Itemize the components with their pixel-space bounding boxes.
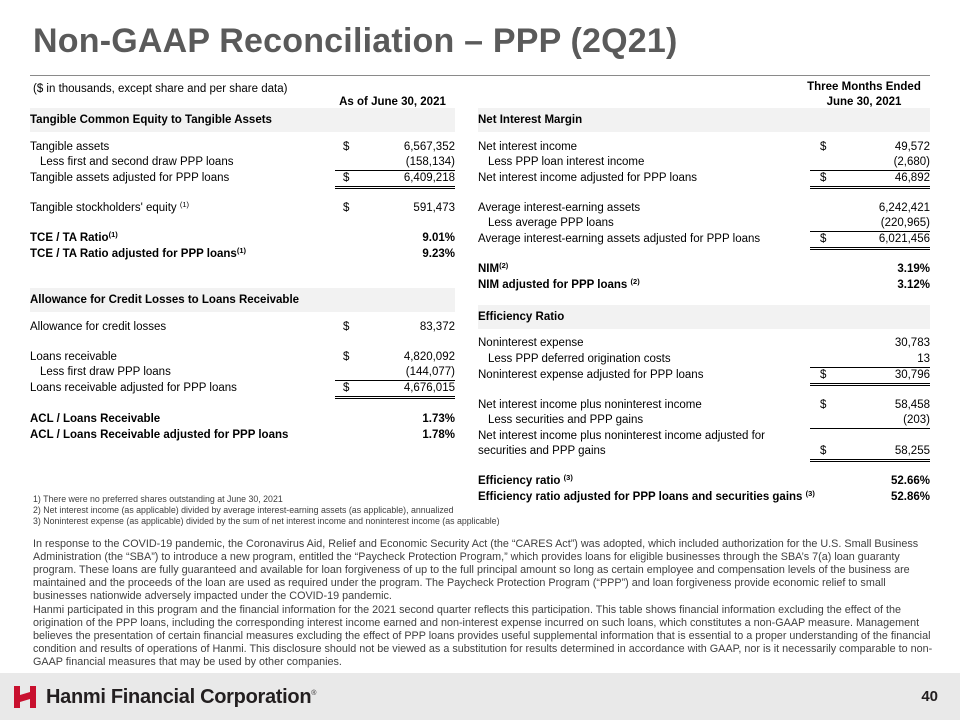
table-row: Tangible assets adjusted for PPP loans $ 6,409,218	[30, 170, 455, 186]
table-row: Less average PPP loans (220,965)	[478, 215, 930, 231]
table-row: Efficiency ratio $^{(3)}$ 52.66%	[478, 473, 930, 487]
table-row: Less securities and PPP gains (203)	[478, 412, 930, 428]
table-row: Average interest-earning assets adjusted for PPP loans $ 6,021,456	[478, 231, 930, 247]
table-row: Average interest-earning assets 6,242,421	[478, 202, 930, 214]
table-row: securities and PPP gains $ 58,255	[478, 443, 930, 459]
left-column-header: As of June 30, 2021	[339, 96, 446, 108]
page-title: Non-GAAP Reconciliation – PPP (2Q21)	[33, 22, 678, 60]
company-logo: Hanmi Financial Corporation®	[12, 682, 316, 712]
title-divider	[30, 75, 930, 76]
table-row: Efficiency ratio adjusted for PPP loans and securities gains $^{(3)}$ 52.86%	[478, 489, 930, 503]
table-row: Loans receivable $ 4,820,092	[30, 351, 455, 363]
disclosure-paragraph: Hanmi participated in this program and the financial information for the 2021 second quarter reflects this participation. This table shows financial information excluding the effect of the origination of the PPP loans, including the corresponding interest income earned and non-interest expense incurred on such loans, which constitutes a non-GAAP measure. Management believes the presentation of certain financial measures excluding the effect of PPP loans provides useful supplemental information that is essential to a proper understanding of the financial condition and results of operations of Hanmi. This disclosure should not be viewed as a substitution for results determined in accordance with GAAP, nor is it necessarily comparable to non-GAAP financial measures that may be used by other companies.	[33, 604, 933, 668]
units-note: ($ in thousands, except share and per share data)	[33, 83, 288, 95]
table-row: Net interest income adjusted for PPP loans $ 46,892	[478, 170, 930, 186]
table-row: Tangible stockholders' equity $^{(1)}$ $ 591,473	[30, 200, 455, 214]
table-row: Noninterest expense adjusted for PPP loans $ 30,796	[478, 367, 930, 383]
table-row: Net interest income plus noninterest income adjusted for	[478, 430, 766, 442]
table-row: Net interest income plus noninterest income $ 58,458	[478, 399, 930, 411]
footnote: 2) Net interest income (as applicable) divided by average interest-earning assets (as applicable), annualized	[33, 505, 454, 516]
section-tce: Tangible Common Equity to Tangible Assets	[30, 108, 455, 132]
table-row: Less PPP loan interest income (2,680)	[478, 154, 930, 170]
footnote: 3) Noninterest expense (as applicable) divided by the sum of net interest income and noninterest income (as applicable)	[33, 516, 500, 527]
table-row: ACL / Loans Receivable 1.73%	[30, 413, 455, 425]
table-row: TCE / TA Ratio$^{(1)}$ 9.01%	[30, 230, 455, 244]
table-row: Loans receivable adjusted for PPP loans $ 4,676,015	[30, 380, 455, 396]
table-row: Noninterest expense 30,783	[478, 337, 930, 349]
table-row: Less PPP deferred origination costs 13	[478, 351, 930, 367]
table-row: ACL / Loans Receivable adjusted for PPP loans 1.78%	[30, 429, 455, 441]
section-nim: Net Interest Margin	[478, 108, 930, 132]
section-acl: Allowance for Credit Losses to Loans Receivable	[30, 288, 455, 312]
footnotes	[33, 494, 500, 528]
table-row: Less first and second draw PPP loans (158,134)	[30, 154, 455, 170]
table-row: Allowance for credit losses $ 83,372	[30, 321, 455, 333]
table-row: NIM adjusted for PPP loans $^{(2)}$ 3.12%	[478, 277, 930, 291]
page-number: 40	[921, 688, 938, 705]
right-table	[478, 78, 930, 508]
table-row: Net interest income $ 49,572	[478, 141, 930, 153]
table-row: Less first draw PPP loans (144,077)	[30, 364, 455, 380]
section-efficiency: Efficiency Ratio	[478, 305, 930, 329]
left-table	[30, 78, 455, 478]
right-column-header: Three Months Ended June 30, 2021	[807, 81, 921, 108]
table-row: NIM$^{(2)}$ 3.19%	[478, 261, 930, 275]
disclosure-paragraph: In response to the COVID-19 pandemic, the Coronavirus Aid, Relief and Economic Security Act (the “CARES Act”) was adopted, which included authorization for the U.S. Small Business Administration (the “SBA”) to introduce a new program, entitled the “Paycheck Protection Program,” which provides loans for eligible businesses through the SBA’s 7(a) loan guaranty program. These loans are fully guaranteed and available for loan forgiveness of up to the full principal amount so long as certain employee and compensation levels of the business are maintained and the proceeds of the loan are used as required under the program. The Paycheck Protection Program (“PPP”) and loan forgiveness provide economic relief to small businesses nationwide adversely impacted under the COVID-19 pandemic.	[33, 538, 919, 602]
footnote: 1) There were no preferred shares outstanding at June 30, 2021	[33, 494, 283, 504]
table-row: Tangible assets $ 6,567,352	[30, 141, 455, 153]
table-row: TCE / TA Ratio adjusted for PPP loans$^{(1)}$ 9.23%	[30, 246, 455, 260]
hanmi-logo-icon	[12, 683, 40, 711]
